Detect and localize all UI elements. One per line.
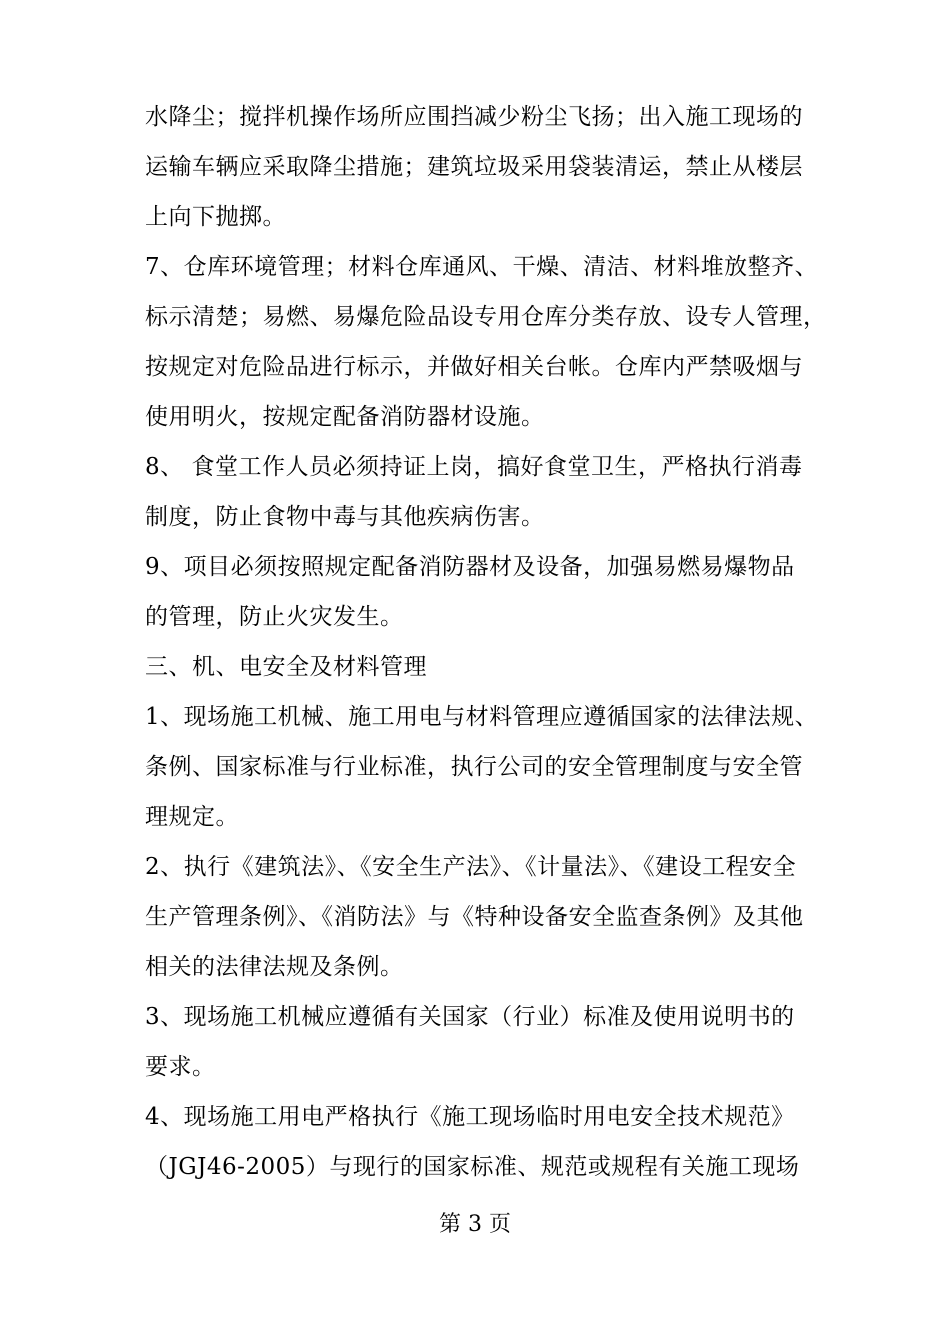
text-line: 4、现场施工用电严格执行《施工现场临时用电安全技术规范》 [145,1104,795,1130]
text-line: 运输车辆应采取降尘措施；建筑垃圾采用袋装清运，禁止从楼层 [145,154,803,180]
text-line: 条例、国家标准与行业标准，执行公司的安全管理制度与安全管 [145,754,803,780]
text-line: 8、 食堂工作人员必须持证上岗，搞好食堂卫生，严格执行消毒 [145,454,803,480]
text-line: 1、现场施工机械、施工用电与材料管理应遵循国家的法律法规、 [145,704,819,730]
text-line: 标示清楚；易燃、易爆危险品设专用仓库分类存放、设专人管理， [145,304,827,330]
text-line: 制度，防止食物中毒与其他疾病伤害。 [145,504,545,530]
text-line: 的管理，防止火灾发生。 [145,604,404,630]
section-heading: 三、机、电安全及材料管理 [145,654,427,680]
text-line: 3、现场施工机械应遵循有关国家（行业）标准及使用说明书的 [145,1004,795,1030]
text-line: 9、项目必须按照规定配备消防器材及设备，加强易燃易爆物品 [145,554,795,580]
page-number: 第 3 页 [439,1212,511,1237]
text-line: 2、执行《建筑法》、《安全生产法》、《计量法》、《建设工程安全 [145,854,797,880]
text-line: 生产管理条例》、《消防法》与《特种设备安全监查条例》及其他 [145,904,804,930]
text-line: 理规定。 [145,804,239,830]
text-line: 相关的法律法规及条例。 [145,954,404,980]
text-line: 水降尘；搅拌机操作场所应围挡减少粉尘飞扬；出入施工现场的 [145,104,803,130]
text-line: 7、仓库环境管理；材料仓库通风、干燥、清洁、材料堆放整齐、 [145,254,819,280]
text-line: 上向下抛掷。 [145,204,286,230]
text-line: （JGJ46-2005）与现行的国家标准、规范或规程有关施工现场 [145,1154,800,1180]
text-line: 要求。 [145,1054,216,1080]
text-line: 使用明火，按规定配备消防器材设施。 [145,404,545,430]
text-line: 按规定对危险品进行标示，并做好相关台帐。仓库内严禁吸烟与 [145,354,803,380]
